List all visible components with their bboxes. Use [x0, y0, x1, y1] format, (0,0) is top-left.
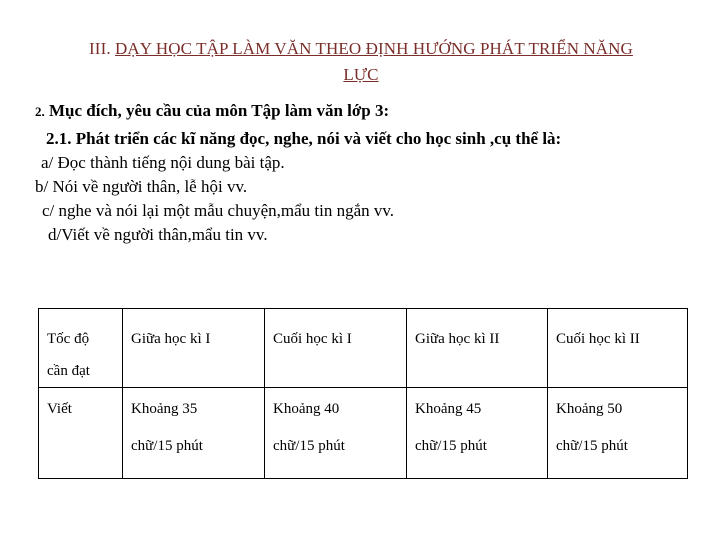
list-item: a/ Đọc thành tiếng nội dung bài tập.	[41, 153, 285, 172]
list-item: c/ nghe và nói lại một mẫu chuyện,mẩu tin ngắn vv.	[42, 201, 395, 220]
table-row	[39, 388, 688, 479]
table-cell	[548, 388, 688, 479]
table-header-cell	[407, 309, 548, 388]
section-heading-number: 2.	[35, 104, 45, 119]
header-speed-line2: cần đạt	[47, 363, 90, 379]
table-cell	[39, 388, 123, 479]
cell-line1: Khoảng 45	[415, 401, 482, 417]
header-col: Cuối học kì II	[556, 331, 640, 347]
title-line2: LỰC	[343, 65, 379, 84]
title-line1: DẠY HỌC TẬP LÀM VĂN THEO ĐỊNH HƯỚNG PHÁT TRIỂN NĂNG	[115, 39, 633, 58]
section-subheading: 2.1. Phát triển các kĩ năng đọc, nghe, nói và viết cho học sinh ,cụ thể là:	[46, 129, 562, 148]
header-col: Giữa học kì II	[415, 331, 500, 347]
section-heading-text: Mục đích, yêu cầu của môn Tập làm văn lớp 3:	[44, 101, 390, 120]
table-header-cell	[39, 309, 123, 388]
header-col: Giữa học kì I	[131, 331, 211, 347]
row-label: Viết	[47, 401, 72, 417]
header-speed-line1: Tốc độ	[47, 331, 90, 347]
table-cell	[265, 388, 407, 479]
section-heading	[35, 100, 389, 123]
header-col: Cuối học kì I	[273, 331, 352, 347]
table-cell	[123, 388, 265, 479]
speed-table-grid	[38, 308, 688, 479]
cell-line2: chữ/15 phút	[415, 438, 487, 454]
table-cell	[407, 388, 548, 479]
cell-line2: chữ/15 phút	[131, 438, 203, 454]
title-prefix: III.	[89, 39, 116, 58]
cell-line1: Khoảng 40	[273, 401, 340, 417]
cell-line1: Khoảng 50	[556, 401, 623, 417]
speed-table	[38, 308, 687, 472]
cell-line1: Khoảng 35	[131, 401, 198, 417]
cell-line2: chữ/15 phút	[273, 438, 345, 454]
table-header-cell	[265, 309, 407, 388]
list-item: d/Viết về người thân,mẩu tin vv.	[48, 225, 268, 244]
table-header-cell	[123, 309, 265, 388]
table-header-cell	[548, 309, 688, 388]
list-item: b/ Nói về người thân, lễ hội vv.	[35, 177, 248, 196]
cell-line2: chữ/15 phút	[556, 438, 628, 454]
table-header-row	[39, 309, 688, 388]
page-title	[20, 36, 702, 88]
